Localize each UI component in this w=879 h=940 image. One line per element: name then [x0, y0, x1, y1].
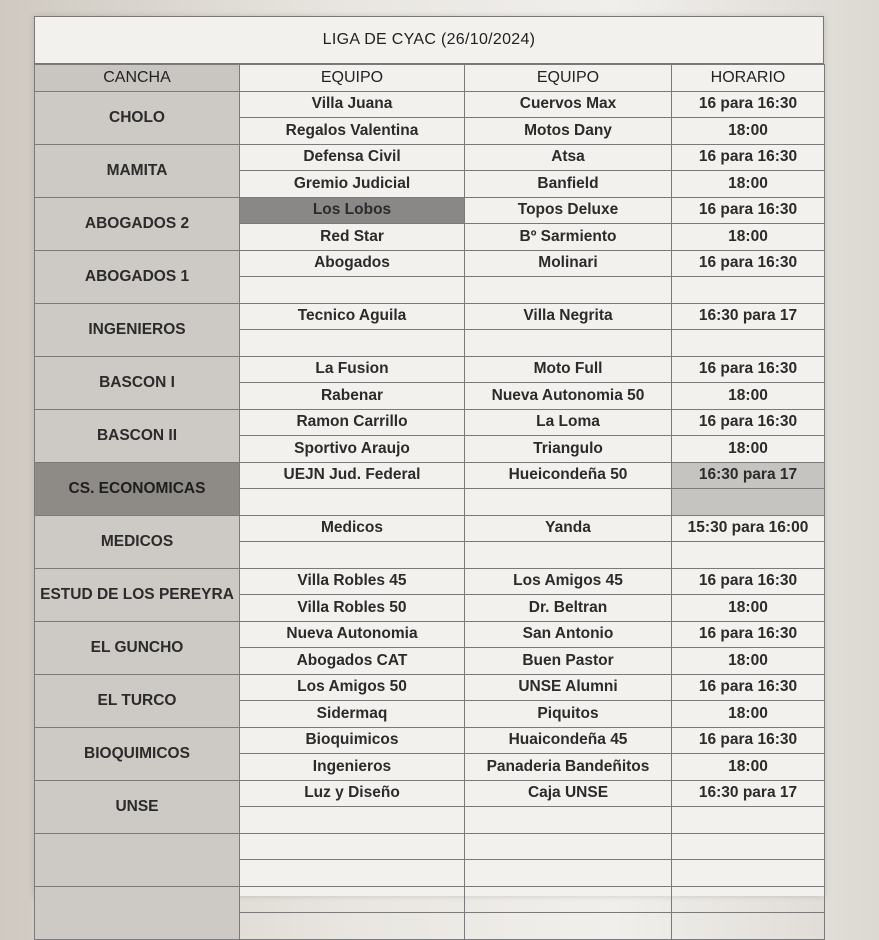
away-team-cell: [465, 860, 672, 887]
away-team-cell: Dr. Beltran: [465, 595, 672, 622]
time-cell: 16 para 16:30: [672, 197, 825, 224]
away-team-cell: Banfield: [465, 171, 672, 198]
home-team-cell: [240, 542, 465, 569]
table-row: [35, 91, 825, 118]
time-cell: 18:00: [672, 383, 825, 410]
schedule-sheet: [34, 16, 824, 896]
away-team-cell: [465, 807, 672, 834]
home-team-cell: [240, 913, 465, 940]
away-team-cell: La Loma: [465, 409, 672, 436]
away-team-cell: Bº Sarmiento: [465, 224, 672, 251]
cancha-cell: CHOLO: [35, 91, 240, 144]
away-team-cell: UNSE Alumni: [465, 674, 672, 701]
table-row: [35, 197, 825, 224]
home-team-cell: Defensa Civil: [240, 144, 465, 171]
cancha-cell: ESTUD DE LOS PEREYRA: [35, 568, 240, 621]
away-team-cell: [465, 489, 672, 516]
cancha-cell: CS. ECONOMICAS: [35, 462, 240, 515]
time-cell: 16 para 16:30: [672, 727, 825, 754]
home-team-cell: La Fusion: [240, 356, 465, 383]
away-team-cell: San Antonio: [465, 621, 672, 648]
cancha-cell: ABOGADOS 2: [35, 197, 240, 250]
time-cell: 16 para 16:30: [672, 144, 825, 171]
table-row: [35, 356, 825, 383]
time-cell: 16 para 16:30: [672, 409, 825, 436]
cancha-cell: BASCON II: [35, 409, 240, 462]
time-cell: 16 para 16:30: [672, 674, 825, 701]
home-team-cell: [240, 277, 465, 304]
time-cell: 18:00: [672, 436, 825, 463]
time-cell: 18:00: [672, 701, 825, 728]
header-horario: HORARIO: [672, 65, 825, 92]
away-team-cell: Villa Negrita: [465, 303, 672, 330]
time-cell: [672, 833, 825, 860]
home-team-cell: Villa Robles 50: [240, 595, 465, 622]
away-team-cell: Motos Dany: [465, 118, 672, 145]
home-team-cell: [240, 807, 465, 834]
home-team-cell: Sidermaq: [240, 701, 465, 728]
header-equipo-away: EQUIPO: [465, 65, 672, 92]
time-cell: 18:00: [672, 224, 825, 251]
home-team-cell: Bioquimicos: [240, 727, 465, 754]
home-team-cell: Rabenar: [240, 383, 465, 410]
home-team-cell: Regalos Valentina: [240, 118, 465, 145]
away-team-cell: Moto Full: [465, 356, 672, 383]
away-team-cell: Topos Deluxe: [465, 197, 672, 224]
away-team-cell: Atsa: [465, 144, 672, 171]
table-row: [35, 144, 825, 171]
time-cell: 16 para 16:30: [672, 250, 825, 277]
away-team-cell: Los Amigos 45: [465, 568, 672, 595]
time-cell: 18:00: [672, 118, 825, 145]
time-cell: [672, 807, 825, 834]
table-row: [35, 621, 825, 648]
away-team-cell: Huaicondeña 45: [465, 727, 672, 754]
cancha-cell: ABOGADOS 1: [35, 250, 240, 303]
time-cell: [672, 330, 825, 357]
away-team-cell: Caja UNSE: [465, 780, 672, 807]
cancha-cell: BIOQUIMICOS: [35, 727, 240, 780]
time-cell: [672, 489, 825, 516]
time-cell: 16:30 para 17: [672, 462, 825, 489]
home-team-cell: Ingenieros: [240, 754, 465, 781]
table-row: [35, 727, 825, 754]
home-team-cell: Villa Robles 45: [240, 568, 465, 595]
cancha-cell: MEDICOS: [35, 515, 240, 568]
time-cell: [672, 277, 825, 304]
home-team-cell: [240, 833, 465, 860]
time-cell: [672, 542, 825, 569]
schedule-table: [34, 64, 825, 940]
home-team-cell: Abogados CAT: [240, 648, 465, 675]
cancha-cell: UNSE: [35, 780, 240, 833]
time-cell: 16 para 16:30: [672, 91, 825, 118]
time-cell: 16:30 para 17: [672, 780, 825, 807]
home-team-cell: Sportivo Araujo: [240, 436, 465, 463]
away-team-cell: [465, 330, 672, 357]
time-cell: [672, 886, 825, 913]
away-team-cell: Triangulo: [465, 436, 672, 463]
time-cell: 16 para 16:30: [672, 568, 825, 595]
time-cell: 18:00: [672, 648, 825, 675]
time-cell: 16:30 para 17: [672, 303, 825, 330]
away-team-cell: Cuervos Max: [465, 91, 672, 118]
cancha-cell: MAMITA: [35, 144, 240, 197]
time-cell: 18:00: [672, 754, 825, 781]
time-cell: 18:00: [672, 595, 825, 622]
away-team-cell: Nueva Autonomia 50: [465, 383, 672, 410]
home-team-cell: Tecnico Aguila: [240, 303, 465, 330]
cancha-cell: BASCON I: [35, 356, 240, 409]
away-team-cell: Panaderia Bandeñitos: [465, 754, 672, 781]
home-team-cell: Abogados: [240, 250, 465, 277]
cancha-cell: [35, 833, 240, 886]
home-team-cell: Los Lobos: [240, 197, 465, 224]
home-team-cell: [240, 860, 465, 887]
home-team-cell: Nueva Autonomia: [240, 621, 465, 648]
away-team-cell: [465, 542, 672, 569]
home-team-cell: Villa Juana: [240, 91, 465, 118]
cancha-cell: EL GUNCHO: [35, 621, 240, 674]
home-team-cell: Luz y Diseño: [240, 780, 465, 807]
table-row: [35, 833, 825, 860]
table-row: [35, 886, 825, 913]
cancha-cell: INGENIEROS: [35, 303, 240, 356]
schedule-body: [35, 91, 825, 939]
away-team-cell: Piquitos: [465, 701, 672, 728]
home-team-cell: Los Amigos 50: [240, 674, 465, 701]
home-team-cell: Red Star: [240, 224, 465, 251]
time-cell: [672, 860, 825, 887]
table-row: [35, 409, 825, 436]
table-row: [35, 780, 825, 807]
away-team-cell: [465, 886, 672, 913]
home-team-cell: [240, 330, 465, 357]
time-cell: 15:30 para 16:00: [672, 515, 825, 542]
home-team-cell: [240, 489, 465, 516]
home-team-cell: Ramon Carrillo: [240, 409, 465, 436]
away-team-cell: [465, 913, 672, 940]
away-team-cell: [465, 833, 672, 860]
away-team-cell: Hueicondeña 50: [465, 462, 672, 489]
header-equipo-home: EQUIPO: [240, 65, 465, 92]
table-row: [35, 462, 825, 489]
home-team-cell: [240, 886, 465, 913]
away-team-cell: [465, 277, 672, 304]
table-row: [35, 515, 825, 542]
cancha-cell: [35, 886, 240, 939]
cancha-cell: EL TURCO: [35, 674, 240, 727]
time-cell: 18:00: [672, 171, 825, 198]
home-team-cell: UEJN Jud. Federal: [240, 462, 465, 489]
header-cancha: CANCHA: [35, 65, 240, 92]
time-cell: 16 para 16:30: [672, 356, 825, 383]
away-team-cell: Molinari: [465, 250, 672, 277]
home-team-cell: Medicos: [240, 515, 465, 542]
table-row: [35, 250, 825, 277]
table-row: [35, 674, 825, 701]
time-cell: 16 para 16:30: [672, 621, 825, 648]
page-title: LIGA DE CYAC (26/10/2024): [34, 16, 824, 64]
time-cell: [672, 913, 825, 940]
header-row: [35, 65, 825, 92]
away-team-cell: Buen Pastor: [465, 648, 672, 675]
table-row: [35, 303, 825, 330]
home-team-cell: Gremio Judicial: [240, 171, 465, 198]
away-team-cell: Yanda: [465, 515, 672, 542]
table-row: [35, 568, 825, 595]
